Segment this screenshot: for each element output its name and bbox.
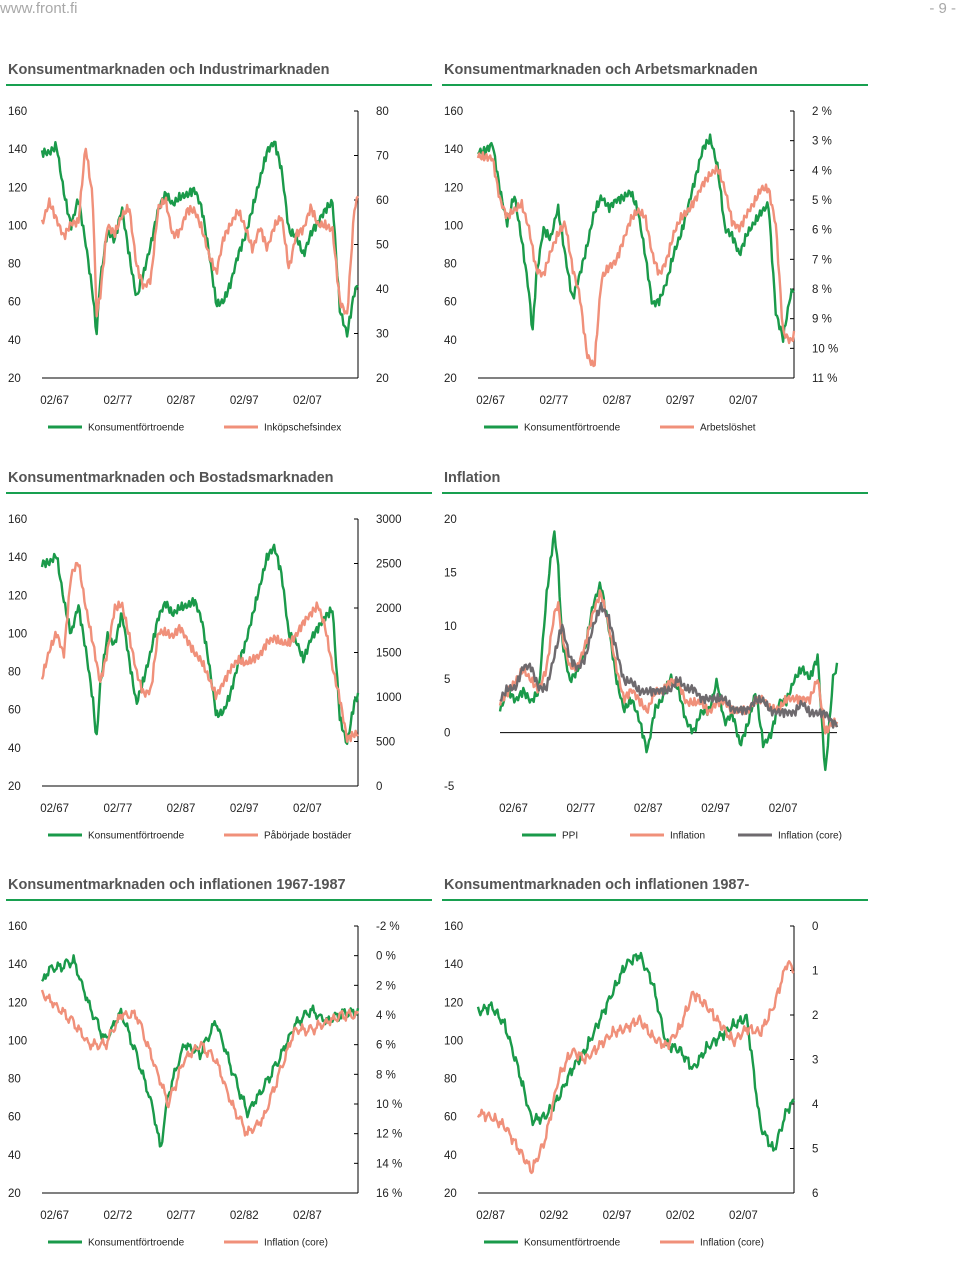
left-axis-tick-label: 20 (444, 514, 457, 526)
legend-label-inkopschefsindex: Inköpschefsindex (264, 422, 342, 434)
left-axis-tick-label: 140 (444, 959, 464, 972)
left-axis-tick-label: 80 (8, 666, 21, 679)
right-axis-tick-label: 8 % (812, 284, 832, 296)
x-axis-tick-label: 02/67 (40, 803, 70, 815)
left-axis-tick-label: 140 (8, 144, 28, 157)
x-axis-tick-label: 02/02 (665, 1210, 695, 1222)
chart-panel-consumer-labour (442, 62, 868, 456)
x-axis-tick-label: 02/77 (103, 803, 133, 815)
right-axis-tick-label: 6 % (376, 1039, 396, 1052)
series-line-inflation-core (500, 603, 837, 728)
x-axis-tick-label: 02/87 (602, 395, 632, 407)
right-axis-tick-label: 6 (812, 1188, 819, 1200)
legend-label-inflation-core: Inflation (core) (778, 830, 842, 842)
right-axis-tick-label: -2 % (376, 921, 400, 933)
chart-title: Konsumentmarknaden och Bostadsmarknaden (6, 470, 432, 494)
right-axis-tick-label: 2500 (376, 558, 402, 571)
x-axis-tick-label: 02/67 (476, 395, 506, 407)
x-axis-tick-label: 02/07 (729, 395, 758, 407)
left-axis-tick-label: 60 (8, 1111, 21, 1124)
left-axis-tick-label: 40 (8, 334, 21, 347)
chart-title: Konsumentmarknaden och inflationen 1967-1987 (6, 877, 432, 901)
left-axis-tick-label: 15 (444, 567, 457, 580)
right-axis-tick-label: 80 (376, 106, 389, 118)
chart-panel-consumer-housing (6, 470, 432, 864)
legend-label-konsumentfortroende: Konsumentförtroende (524, 422, 621, 434)
right-axis-tick-label: 2 % (376, 980, 396, 993)
left-axis-tick-label: 20 (8, 373, 21, 385)
left-axis-tick-label: 20 (444, 373, 457, 385)
left-axis-tick-label: 80 (444, 258, 457, 271)
right-axis-tick-label: 20 (376, 373, 389, 385)
legend-label-konsumentfortroende: Konsumentförtroende (524, 1237, 621, 1249)
x-axis-tick-label: 02/87 (633, 803, 663, 815)
left-axis-tick-label: 40 (8, 1149, 21, 1162)
x-axis-tick-label: 02/72 (103, 1210, 133, 1222)
right-axis-tick-label: 5 % (812, 195, 832, 207)
left-axis-tick-label: 60 (444, 1111, 457, 1124)
left-axis-tick-label: 120 (8, 997, 28, 1010)
page-number: - 9 - (929, 0, 956, 17)
right-axis-tick-label: 50 (376, 239, 389, 252)
left-axis-tick-label: 120 (8, 182, 28, 195)
left-axis-tick-label: 160 (444, 921, 464, 933)
right-axis-tick-label: 1000 (376, 692, 402, 704)
x-axis-tick-label: 02/77 (539, 395, 569, 407)
left-axis-tick-label: -5 (444, 781, 455, 793)
right-axis-tick-label: 0 % (376, 950, 396, 963)
left-axis-tick-label: 100 (444, 220, 464, 233)
chart-consumer-industry (6, 86, 432, 456)
right-axis-tick-label: 14 % (376, 1158, 403, 1171)
right-axis-tick-label: 7 % (812, 254, 832, 267)
right-axis-tick-label: 1 (812, 965, 819, 978)
left-axis-tick-label: 160 (8, 921, 28, 933)
series-line-konsumentfortroende (42, 955, 358, 1146)
chart-title: Inflation (442, 470, 868, 494)
right-axis-tick-label: 3 (812, 1054, 819, 1067)
chart-panel-consumer-inflation-1987 (442, 877, 868, 1261)
left-axis-tick-label: 40 (444, 1149, 457, 1162)
right-axis-tick-label: 1500 (376, 647, 402, 660)
chart-panel-consumer-inflation-1967-1987 (6, 877, 432, 1271)
series-line-inflation-core (478, 961, 794, 1173)
right-axis-tick-label: 16 % (376, 1188, 403, 1200)
left-axis-tick-label: 100 (8, 1035, 28, 1048)
right-axis-tick-label: 3 % (812, 135, 832, 148)
x-axis-tick-label: 02/07 (293, 803, 322, 815)
x-axis-tick-label: 02/77 (566, 803, 596, 815)
right-axis-tick-label: 40 (376, 284, 389, 296)
left-axis-tick-label: 100 (8, 220, 28, 233)
left-axis-tick-label: 120 (8, 590, 28, 603)
left-axis-tick-label: 10 (444, 620, 457, 633)
right-axis-tick-label: 4 % (376, 1010, 396, 1022)
x-axis-tick-label: 02/82 (229, 1210, 259, 1222)
x-axis-tick-label: 02/97 (701, 803, 731, 815)
site-url: www.front.fi (0, 0, 78, 17)
series-line-paborjade-bostader (42, 563, 358, 742)
right-axis-tick-label: 8 % (376, 1069, 396, 1082)
right-axis-tick-label: 0 (376, 781, 383, 793)
x-axis-tick-label: 02/67 (40, 1210, 70, 1222)
left-axis-tick-label: 160 (8, 106, 28, 118)
right-axis-tick-label: 3000 (376, 514, 402, 526)
series-line-konsumentfortroende (478, 953, 794, 1151)
x-axis-tick-label: 02/87 (476, 1210, 506, 1222)
chart-title: Konsumentmarknaden och inflationen 1987- (442, 877, 868, 901)
left-axis-tick-label: 5 (444, 674, 451, 687)
legend-label-inflation-core: Inflation (core) (264, 1237, 328, 1249)
left-axis-tick-label: 160 (444, 106, 464, 118)
left-axis-tick-label: 60 (8, 704, 21, 717)
right-axis-tick-label: 4 % (812, 165, 832, 178)
x-axis-tick-label: 02/07 (729, 1210, 758, 1222)
chart-title: Konsumentmarknaden och Arbetsmarknaden (442, 62, 868, 86)
right-axis-tick-label: 500 (376, 736, 396, 749)
x-axis-tick-label: 02/77 (103, 395, 133, 407)
x-axis-tick-label: 02/77 (166, 1210, 196, 1222)
chart-title: Konsumentmarknaden och Industrimarknaden (6, 62, 432, 86)
legend-label-ppi: PPI (562, 830, 579, 842)
right-axis-tick-label: 6 % (812, 224, 832, 237)
left-axis-tick-label: 140 (8, 959, 28, 972)
legend-label-konsumentfortroende: Konsumentförtroende (88, 422, 185, 434)
x-axis-tick-label: 02/07 (768, 803, 798, 815)
x-axis-tick-label: 02/67 (40, 395, 70, 407)
right-axis-tick-label: 60 (376, 195, 389, 207)
left-axis-tick-label: 80 (8, 258, 21, 271)
left-axis-tick-label: 160 (8, 514, 28, 526)
legend-label-inflation: Inflation (670, 830, 706, 842)
left-axis-tick-label: 20 (444, 1188, 457, 1200)
left-axis-tick-label: 120 (444, 182, 464, 195)
chart-panel-consumer-industry (6, 62, 432, 456)
left-axis-tick-label: 60 (8, 296, 21, 309)
left-axis-tick-label: 20 (8, 1188, 21, 1200)
left-axis-tick-label: 140 (8, 552, 28, 565)
left-axis-tick-label: 80 (444, 1073, 457, 1086)
series-line-arbetsloshet (478, 152, 794, 366)
left-axis-tick-label: 100 (444, 1035, 464, 1048)
x-axis-tick-label: 02/87 (293, 1210, 322, 1222)
right-axis-tick-label: 11 % (812, 373, 838, 385)
left-axis-tick-label: 100 (8, 628, 28, 641)
left-axis-tick-label: 20 (8, 781, 21, 793)
chart-consumer-inflation-1987 (442, 901, 868, 1261)
chart-inflation (442, 494, 868, 864)
left-axis-tick-label: 120 (444, 997, 464, 1010)
right-axis-tick-label: 10 % (376, 1099, 403, 1111)
left-axis-tick-label: 60 (444, 296, 457, 309)
legend-label-konsumentfortroende: Konsumentförtroende (88, 830, 185, 842)
right-axis-tick-label: 0 (812, 921, 819, 933)
right-axis-tick-label: 10 % (812, 343, 839, 356)
right-axis-tick-label: 12 % (376, 1128, 403, 1141)
left-axis-tick-label: 80 (8, 1073, 21, 1086)
right-axis-tick-label: 2000 (376, 603, 402, 615)
left-axis-tick-label: 140 (444, 144, 464, 157)
legend-label-konsumentfortroende: Konsumentförtroende (88, 1237, 185, 1249)
right-axis-tick-label: 2 % (812, 106, 832, 118)
right-axis-tick-label: 70 (376, 150, 389, 163)
right-axis-tick-label: 30 (376, 328, 389, 341)
chart-consumer-inflation-1967-1987 (6, 901, 432, 1271)
legend-label-arbetsloshet: Arbetslöshet (700, 422, 756, 434)
chart-consumer-housing (6, 494, 432, 864)
legend-label-inflation-core: Inflation (core) (700, 1237, 764, 1249)
legend-label-paborjade-bostader: Påbörjade bostäder (264, 830, 352, 842)
x-axis-tick-label: 02/97 (229, 395, 259, 407)
x-axis-tick-label: 02/92 (539, 1210, 569, 1222)
left-axis-tick-label: 40 (444, 334, 457, 347)
x-axis-tick-label: 02/87 (166, 395, 196, 407)
x-axis-tick-label: 02/07 (293, 395, 322, 407)
right-axis-tick-label: 9 % (812, 313, 832, 326)
series-line-konsumentfortroende (42, 545, 358, 744)
x-axis-tick-label: 02/67 (499, 803, 528, 815)
x-axis-tick-label: 02/87 (166, 803, 196, 815)
x-axis-tick-label: 02/97 (229, 803, 259, 815)
right-axis-tick-label: 2 (812, 1010, 819, 1022)
left-axis-tick-label: 40 (8, 742, 21, 755)
right-axis-tick-label: 4 (812, 1099, 819, 1111)
chart-consumer-labour (442, 86, 868, 456)
x-axis-tick-label: 02/97 (602, 1210, 632, 1222)
left-axis-tick-label: 0 (444, 727, 451, 740)
right-axis-tick-label: 5 (812, 1143, 819, 1156)
series-line-konsumentfortroende (478, 135, 794, 342)
chart-panel-inflation (442, 470, 868, 864)
x-axis-tick-label: 02/97 (665, 395, 695, 407)
